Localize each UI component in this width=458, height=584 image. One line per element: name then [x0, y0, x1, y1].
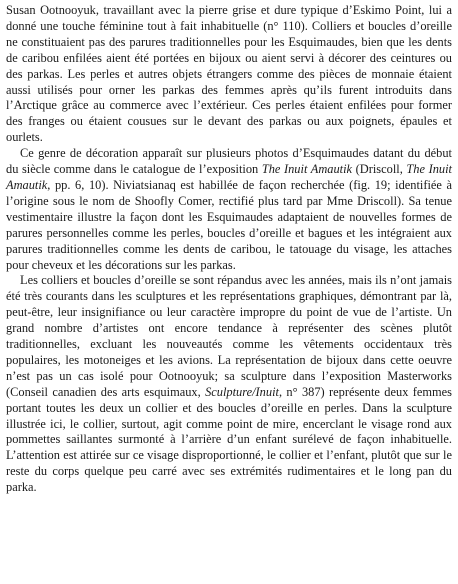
exhibition-title: The Inuit Amautik [261, 162, 353, 177]
book-title: The Inuit Amautik [6, 162, 452, 192]
paragraph-3 [6, 273, 452, 496]
paragraph-2-text: , pp. 6, 10). Niviatsianaq est habillée de façon recherchée (fig. 19; identifiée à l’origine sous le nom de Shoofly Comer, rectifié plus tard par Mme Driscoll). Sa tenue vestimentaire illustre la façon dont les Esquimaudes adaptaient de nouvelles formes de parures personnelles comme les perles, boucles d’oreille et bagues et les intégraient aux parures traditionnelles comme les dents de caribou, le tatouage du visage, les attaches pour cheveux et les décorations sur les parkas. [6, 177, 452, 272]
paragraph-3-text: , n° 387) représente deux femmes portant toutes les deux un collier et des boucles d’oreille en perles. Dans la sculpture illustrée ici, le collier, surtout, agit comme point de mire, encerclant le visage rond aux pommettes saillantes surmonté à l’arrière d’un enfant surélevé de façon inhabituelle. L’attention est attirée sur ce visage disproportionné, le collier et l’enfant, plutôt que sur le reste du corps quelque peu carré avec ses extrémités rudimentaires et le long pan du parka. [6, 384, 452, 495]
book-title: Sculpture/Inuit [205, 384, 279, 399]
paragraph-2 [6, 146, 452, 273]
paragraph-3-text: Les colliers et boucles d’oreille se sont répandus avec les années, mais ils n’ont jamais été très courants dans les sculptures et les représentations graphiques, démontrant par là, peut-être, leur insignifiance ou leur caractère impropre du point de vue de l’artiste. Un grand nombre d’artistes ont encore tendance à représenter des scènes plutôt traditionnelles, excluant les nouveautés comme les vêtements occidentaux très populaires, les motoneiges et les avions. La représentation de bijoux dans cette oeuvre n’est pas un cas isolé pour Ootnooyuk; sa sculpture dans l’exposition Masterworks (Conseil canadien des arts esquimaux, [6, 273, 452, 399]
paragraph-1 [6, 3, 452, 146]
paragraph-2-text: (Driscoll, [352, 162, 407, 177]
paragraph-1-text: Susan Ootnooyuk, travaillant avec la pierre grise et dure typique d’Eskimo Point, lui a donné une touche féminine tout à fait inhabituelle (n° 110). Colliers et boucles d’oreille ne constituaient pas des parures traditionnelles pour les Esquimaudes, bien que les dents de caribou enfilées aient été portées en bijoux ou aient servi à décorer des ceintures ou des parkas. Les perles et autres objets étrangers comme des pièces de monnaie étaient aussi utilisés pour orner les parkas des femmes après qu’ils furent introduits dans l’Arctique grâce au commerce avec l’extérieur. Ces perles étaient enfilées pour former des franges ou étaient cousues sur le devant des parkas ou aux poignets, épaules et ourlets. [6, 3, 452, 145]
paragraph-2-text: Ce genre de décoration apparaît sur plusieurs photos d’Esquimaudes datant du début du siècle comme dans le catalogue de l’exposition [6, 146, 452, 177]
